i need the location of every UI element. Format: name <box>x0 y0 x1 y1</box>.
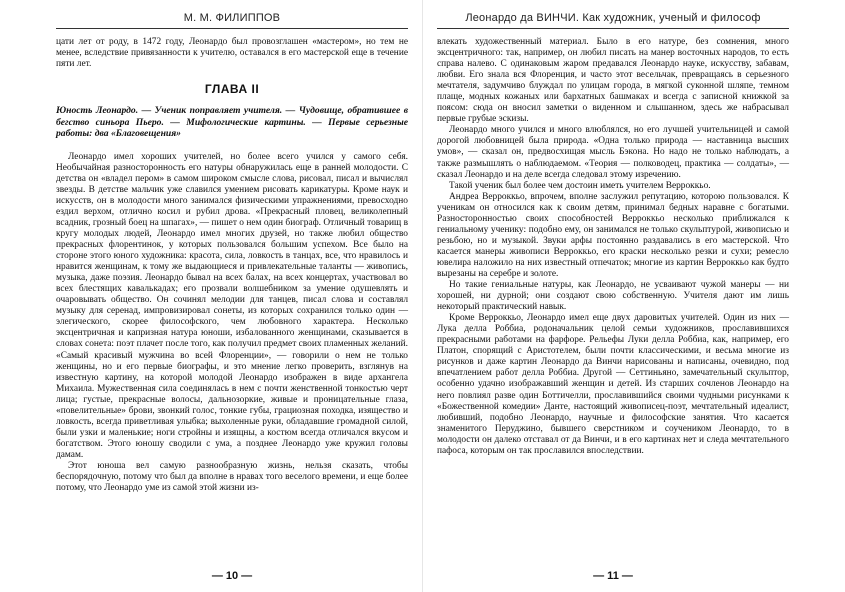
right-page-text <box>437 37 789 457</box>
chapter-summary: Юность Леонардо. — Ученик поправляет учителя. — Чудовище, обратившее в бегство синьора Пьеро. — Мифологические картины. — Первые серьезные работы: два «Благовещения» <box>56 105 408 140</box>
right-page <box>423 0 845 592</box>
running-head-left: М. М. ФИЛИППОВ <box>56 8 408 29</box>
paragraph: Этот юноша вел самую разнообразную жизнь, нельзя сказать, чтобы беспорядочную, потому что был да вполне в нравах того веселого времени, и еще более потому, что Леонардо уме из самой этой жизни из- <box>56 461 408 494</box>
page-number-left: — 10 — <box>211 570 253 582</box>
paragraph: Андреа Верроккьо, впрочем, вполне заслужил репутацию, которою пользовался. К ученикам он относился как к своим детям, принимал бедных наравне с богатыми. Разносторонностью своих способностей Верроккьо несколько приближался к гениальному ученику: подобно ему, он занимался не только скульптурой, живописью и резьбою, но и музыкой. Звуки арфы постоянно раздавались в его мастерской. Что касается манеры живописи Верроккьо, его краски несколько резки и сухи; ремесло ювелира наложило на них известный отпечаток; многие из картин Верроккьо как будто вырезаны на серебре и золоте. <box>437 191 789 279</box>
page-number-right: — 11 — <box>593 570 633 582</box>
left-page <box>0 0 422 592</box>
paragraph: Но такие гениальные натуры, как Леонардо, не усваивают чужой манеры — ни хорошей, ни дурной; они создают свою собственную. Учителя дают им лишь некоторый практический навык. <box>437 280 789 313</box>
running-head-right: Леонардо да ВИНЧИ. Как художник, ученый и философ <box>437 8 789 29</box>
lead-paragraph: цати лет от роду, в 1472 году, Леонардо был провозглашен «мастером», но тем не менее, вследствие привязанности к учителю, оставался в его мастерской еще в течение пяти лет. <box>56 37 408 70</box>
paragraph: Кроме Верроккьо, Леонардо имел еще двух даровитых учителей. Один из них — Лука делла Роббиа, родоначальник целой семьи художников, прославившихся прекрасными работами на фарфоре. Рельефы Луки делла Роббиа, как, например, его Платон, спорящий с Аристотелем, были почти классическими, и весьма многие из рисунков и даже картин Леонардо да Винчи нарисованы и написаны, очевидно, под впечатлением работ делла Роббиа. Другой — Сеттиньяно, замечательный скульптор, особенно удачно изображавший женщин и детей. Из старших сочленов Леонардо на него повлиял разве один Боттичелли, прославившийся своими чудными рисунками к «Божественной комедии» Данте, настоящий живописец-поэт, мечтательный идеалист, любивший, подобно Леонардо, научные и философские занятия. Что касается знаменитого Перуджино, бывшего сверстником и соучеником Леонардо, то в молодости он далеко отставал от да Винчи, и в его картинах нет и следа мечтательного пафоса, которым он так прославился впоследствии. <box>437 313 789 456</box>
left-page-text <box>56 37 408 494</box>
paragraph: Леонардо много учился и много влюблялся, но его лучшей учительницей и самой дорогой любовницей была природа. «Одна только природа — наставница высших умов», — сказал он, предвосхищая мысль Бэкона. Но надо не только наблюдать, а также размышлять о наблюдаемом. «Теория — полководец, практика — солдаты», — сказал Леонардо и на деле всегда следовал этому изречению. <box>437 125 789 180</box>
paragraph: Леонардо имел хороших учителей, но более всего учился у самого себя. Необычайная разносторонность его натуры обнаружилась еще в ранней молодости. С детства он «владел пером» в самом широком смысле слова, рисовал, писал и вычислял звезды. В детстве мальчик уже славился умением рисовать карикатуры. Кроме наук и искусств, он в молодости много занимался физическими упражнениями, превосходно ездил верхом, отлично косил и рубил дрова. «Прекрасный пловец, великолепный всадник, грозный боец на шпагах», — пишет о нем один биограф. Отличный товарищ в кругу молодых людей, Леонардо имел многих друзей, но также любил общество прекрасных флорентинок, у которых пользовался большим успехом. Все было на стороне этого юного художника: красота, сила, ловкость в танцах, все, что нравилось и нравится женщинам, к тому же выдающиеся и привлекательные таланты — живопись, музыка, даже поэзия. Леонардо бывал на всех балах, на всех концертах, участвовал во всех блестящих кавалькадах; его прозвали волшебником за умение одушевлять и очаровывать общество. Он сочинял мелодии для танцев, писал слова и составлял музыку для серенад, импровизировал сонеты, из которых сохранился только один — элегического, скорее философского, чем любовного характера. Несколько эксцентричная и капризная натура юноши, избалованного женщинами, сказывается в словах сонета: поэт плачет после того, как получил предмет своих пламенных желаний. «Самый красивый мужчина во всей Флоренции», — говорили о нем не только женщины, но и его первые биографы, и это мнение легко проверить, взглянув на известную картину, на которой молодой Леонардо изображен в виде архангела Михаила. Мужественная сила соединялась в нем с почти женственной тонкостью черт лица; густые, прекрасные волосы, дальнозоркие, живые и проницательные глаза, «повелительные» брови, звонкий голос, тонкие губы, грациозная походка, изящество и ловкость, всегда приветливая улыбка; выхоленные руки, обладавшие громадной силой, были узки и маленькие; ноги стройны и изящны, а костюм всегда отличался вкусом и богатством. Этого юношу сводили с ума, а позднее Леонардо уже кружил головы дамам. <box>56 151 408 460</box>
paragraph: Такой ученик был более чем достоин иметь учителем Верроккьо. <box>449 180 711 191</box>
chapter-title: ГЛАВА II <box>204 82 260 97</box>
paragraph: влекать художественный материал. Было в его натуре, без сомнения, много эксцентричного: так, например, он любил писать на манер восточных народов, то есть справа налево. С одинаковым жаром предавался Леонардо науке, искусству, забавам, любви. Его знала вся Флоренция, и часто этот весельчак, превращаясь в серьезного мечтателя, задумчиво блуждал по улицам города, в мягкой суконной шляпе, темном плаще, модных кожаных или бархатных башмаках и всегда с записной книжкой за поясом: сюда он вносил заметки о виденном и слышанном, здесь же набрасывал первые грубые эскизы. <box>437 37 789 125</box>
